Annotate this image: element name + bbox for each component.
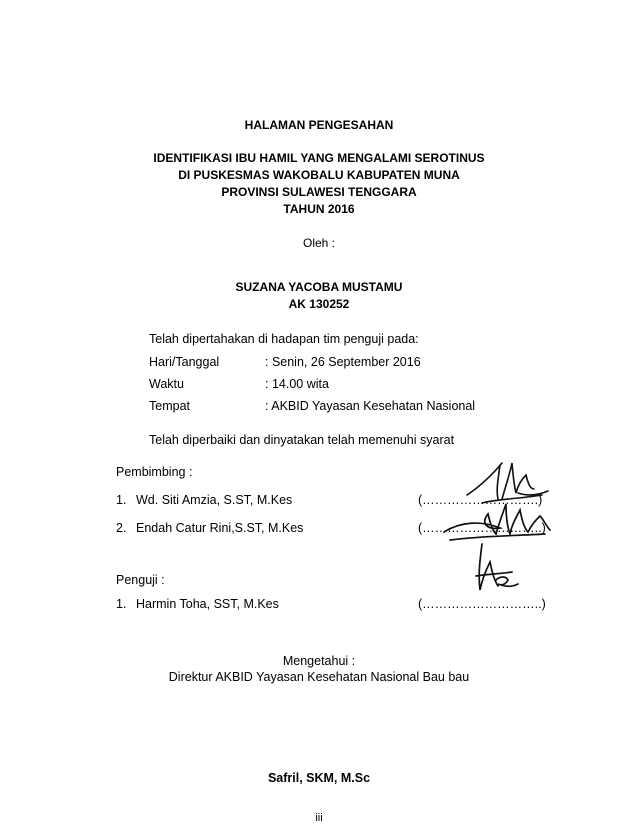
signature-3 bbox=[462, 540, 522, 602]
penguji-1-sign-line: (………………………..) bbox=[418, 597, 546, 611]
pembimbing-1-name: Wd. Siti Amzia, S.ST, M.Kes bbox=[136, 493, 293, 507]
pembimbing-1-sign-line: (……………………….) bbox=[418, 493, 543, 507]
title-line-1: IDENTIFIKASI IBU HAMIL YANG MENGALAMI SEROTINUS bbox=[153, 151, 485, 165]
author-id: AK 130252 bbox=[288, 297, 350, 311]
defense-label-date: Hari/Tanggal bbox=[149, 355, 220, 369]
defense-label-time: Waktu bbox=[149, 377, 184, 391]
pembimbing-2-sign-line: (………………………..) bbox=[418, 521, 546, 535]
pembimbing-2-name: Endah Catur Rini,S.ST, M.Kes bbox=[136, 521, 304, 535]
pembimbing-2-num: 2. bbox=[116, 521, 127, 535]
defense-intro: Telah dipertahakan di hadapan tim penguji pada: bbox=[149, 332, 419, 346]
title-line-2: DI PUSKESMAS WAKOBALU KABUPATEN MUNA bbox=[178, 168, 460, 182]
signature-2 bbox=[440, 500, 555, 545]
penguji-1-num: 1. bbox=[116, 597, 127, 611]
approval-office: Direktur AKBID Yayasan Kesehatan Nasional Bau bau bbox=[168, 670, 470, 684]
defense-value-date: : Senin, 26 September 2016 bbox=[265, 355, 421, 369]
penguji-label: Penguji : bbox=[116, 573, 165, 587]
pembimbing-1-num: 1. bbox=[116, 493, 127, 507]
author-name: SUZANA YACOBA MUSTAMU bbox=[235, 280, 403, 294]
approval-label: Mengetahui : bbox=[282, 654, 356, 668]
penguji-1-name: Harmin Toha, SST, M.Kes bbox=[136, 597, 279, 611]
pembimbing-label: Pembimbing : bbox=[116, 465, 193, 479]
defense-label-place: Tempat bbox=[149, 399, 190, 413]
title-line-3: PROVINSI SULAWESI TENGGARA bbox=[221, 185, 417, 199]
page-number: iii bbox=[315, 812, 323, 824]
by-label: Oleh : bbox=[302, 236, 335, 250]
title-line-4: TAHUN 2016 bbox=[283, 202, 355, 216]
defense-value-place: : AKBID Yayasan Kesehatan Nasional bbox=[265, 399, 476, 413]
revision-note: Telah diperbaiki dan dinyatakan telah memenuhi syarat bbox=[149, 433, 455, 447]
approval-name: Safril, SKM, M.Sc bbox=[267, 771, 371, 785]
defense-value-time: : 14.00 wita bbox=[265, 377, 329, 391]
page-heading: HALAMAN PENGESAHAN bbox=[244, 118, 394, 132]
